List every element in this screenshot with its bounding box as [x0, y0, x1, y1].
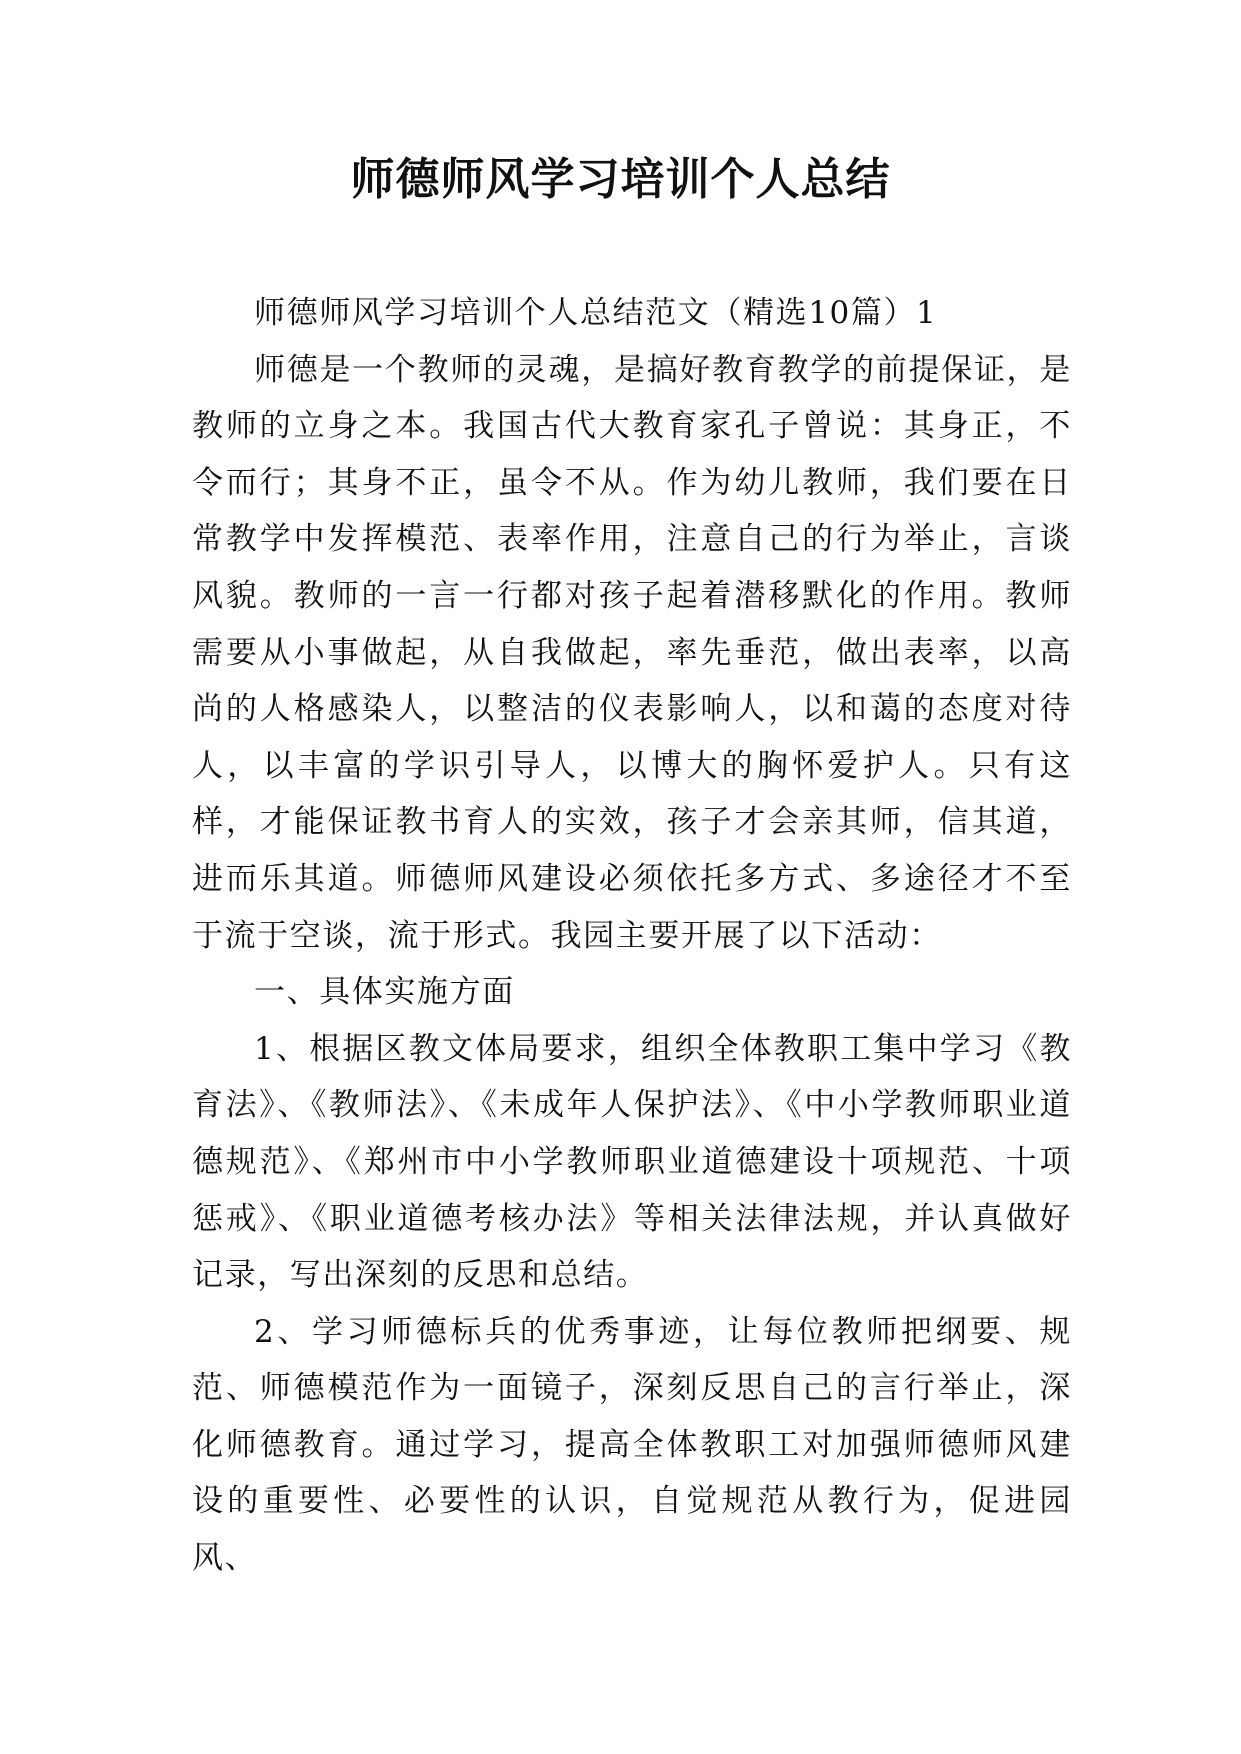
document-title: 师德师风学习培训个人总结 [350, 154, 891, 205]
subtitle-paragraph: 师德师风学习培训个人总结范文（精选10篇）1 [254, 295, 938, 331]
body-paragraph: 2、学习师德标兵的优秀事迹，让每位教师把纲要、规范、师德模范作为一面镜子，深刻反思自己的言行举止，深化师德教育。通过学习，提高全体教职工对加强师德师风建设的重要性、必要性的认识，自觉规范从教行为，促进园风、 [192, 1313, 1072, 1577]
body-paragraph: 1、根据区教文体局要求，组织全体教职工集中学习《教育法》、《教师法》、《未成年人保护法》、《中小学教师职业道德规范》、《郑州市中小学教师职业道德建设十项规范、十项惩戒》、《职业道德考核办法》等相关法律法规，并认真做好记录，写出深刻的反思和总结。 [192, 1030, 1072, 1294]
document-body [192, 285, 1072, 1587]
body-paragraph: 师德是一个教师的灵魂，是搞好教育教学的前提保证，是教师的立身之本。我国古代大教育家孔子曾说：其身正，不令而行；其身不正，虽令不从。作为幼儿教师，我们要在日常教学中发挥模范、表率作用，注意自己的行为举止，言谈风貌。教师的一言一行都对孩子起着潜移默化的作用。教师需要从小事做起，从自我做起，率先垂范，做出表率，以高尚的人格感染人，以整洁的仪表影响人，以和蔼的态度对待人，以丰富的学识引导人，以博大的胸怀爱护人。只有这样，才能保证教书育人的实效，孩子才会亲其师，信其道，进而乐其道。师德师风建设必须依托多方式、多途径才不至于流于空谈，流于形式。我园主要开展了以下活动： [192, 351, 1072, 954]
section-heading: 一、具体实施方面 [254, 974, 515, 1011]
